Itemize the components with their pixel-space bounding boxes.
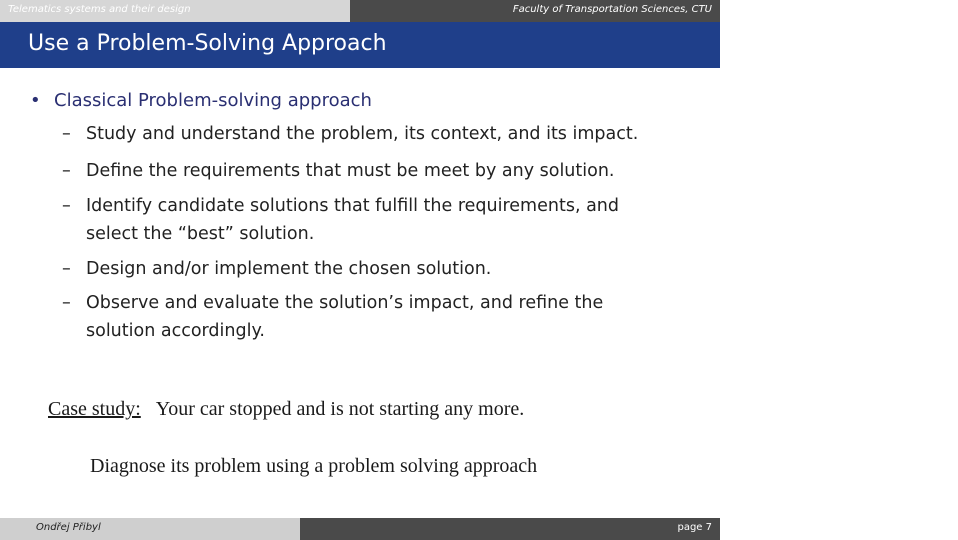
case-study (48, 398, 524, 421)
faculty-name: Faculty of Transportation Sciences, CTU (512, 4, 712, 15)
sub-bullet (62, 120, 702, 148)
page-number: page 7 (677, 522, 712, 533)
sub-bullet-line: Study and understand the problem, its context, and its impact. (86, 124, 639, 144)
sub-bullet-line: Design and/or implement the chosen solution. (86, 259, 492, 279)
footer-bar (0, 518, 958, 540)
main-bullet (30, 90, 372, 111)
footer-left-panel (0, 518, 300, 540)
diagnose-text: Diagnose its problem using a problem solving approach (90, 455, 538, 477)
sub-bullet (62, 192, 702, 248)
dash-marker: – (62, 124, 71, 144)
dash-marker: – (62, 196, 71, 216)
slide-title: Use a Problem-Solving Approach (28, 31, 387, 56)
case-study-label: Case study: (48, 398, 141, 420)
lecture-title: L3: System Development Life Cycle (780, 522, 958, 533)
sub-bullet-line: select the “best” solution. (86, 224, 315, 244)
sub-bullet (62, 255, 702, 283)
sub-bullet (62, 289, 702, 345)
sub-bullet-line: solution accordingly. (86, 321, 265, 341)
case-study-text: Your car stopped and is not starting any more. (155, 398, 525, 420)
sub-bullet-line: Identify candidate solutions that fulfill the requirements, and (86, 196, 619, 216)
sub-bullet-line: Observe and evaluate the solution’s impact, and refine the (86, 293, 604, 313)
footer-right-panel (300, 518, 958, 540)
course-title: Telematics systems and their design (8, 4, 191, 15)
dash-marker: – (62, 293, 71, 313)
sub-bullet-line: Define the requirements that must be meet by any solution. (86, 161, 615, 181)
bullet-marker: • (30, 90, 41, 111)
dash-marker: – (62, 259, 71, 279)
dash-marker: – (62, 161, 71, 181)
main-bullet-text: Classical Problem-solving approach (54, 90, 372, 111)
author-name: Ondřej Přibyl (36, 522, 101, 533)
sub-bullet (62, 157, 702, 185)
